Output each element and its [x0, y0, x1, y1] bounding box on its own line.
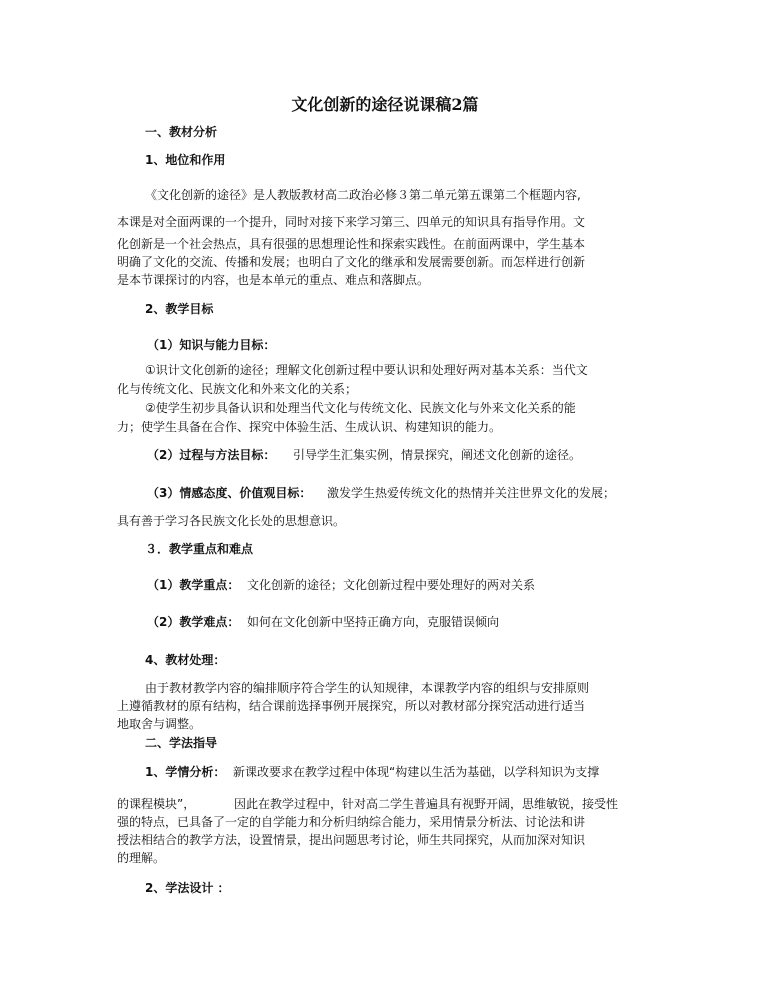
paragraph-line: 文化创新的途径；文化创新过程中要处理好的两对关系 [247, 578, 536, 592]
heading-goal-3: （3）情感态度、价值观目标： [147, 486, 312, 500]
paragraph-line: 力；使学生具备在合作、探究中体验生活、生成认识、构建知识的能力。 [117, 420, 502, 434]
paragraph-line: 明确了文化的交流、传播和发展；也明白了文化的继承和发展需要创新。而怎样进行创新 [117, 255, 586, 269]
paragraph-line: 授法相结合的教学方法，设置情景，提出问题思考讨论，师生共同探究，从而加深对知识 [117, 833, 586, 847]
paragraph-line: 本课是对全面两课的一个提升，同时对接下来学习第三、四单元的知识具有指导作用。文 [117, 215, 586, 229]
paragraph-line: 具有善于学习各民族文化长处的思想意识。 [117, 514, 346, 528]
document-title: 文化创新的途径说课稿2篇 [291, 95, 479, 114]
paragraph-line: 激发学生热爱传统文化的热情并关注世界文化的发展； [327, 486, 616, 500]
paragraph-line: 地取舍与调整。 [117, 717, 202, 731]
heading-key-point: （1）教学重点： [147, 578, 240, 592]
paragraph-line: 新课改要求在教学过程中体现“构建以生活为基础，以学科知识为支撑 [233, 765, 600, 779]
heading-2-2: 2、学法设计 ： [145, 881, 230, 895]
paragraph-line: 上遵循教材的原有结构，结合课前选择事例开展探究，所以对教材部分探究活动进行适当 [117, 699, 586, 713]
heading-2-1: 1、学情分析： [145, 765, 226, 779]
heading-goal-1: （1）知识与能力目标： [147, 338, 276, 352]
heading-difficulty: （2）教学难点： [147, 615, 240, 629]
heading-1-4: 4、教材处理： [145, 653, 226, 667]
paragraph-line: 是本节课探讨的内容，也是本单元的重点、难点和落脚点。 [117, 273, 430, 287]
heading-1-3: ３．教学重点和难点 [145, 542, 254, 556]
paragraph-line: 引导学生汇集实例，情景探究，阐述文化创新的途径。 [293, 448, 582, 462]
paragraph-line: 《文化创新的途径》是人教版教材高二政治必修３第二单元第五课第二个框题内容, [145, 188, 581, 202]
heading-goal-2: （2）过程与方法目标： [147, 448, 276, 462]
paragraph-line: 化与传统文化、民族文化和外来文化的关系； [117, 382, 358, 396]
paragraph-line: ②使学生初步具备认识和处理当代文化与传统文化、民族文化与外来文化关系的能 [145, 401, 576, 415]
paragraph-line: 的理解。 [117, 851, 166, 865]
heading-section-2: 二、学法指导 [145, 736, 218, 750]
paragraph-line: 的课程模块”， [117, 797, 196, 811]
paragraph-line: 强的特点，已具备了一定的自学能力和分析归纳综合能力，采用情景分析法、讨论法和讲 [117, 815, 586, 829]
heading-1-1: 1、地位和作用 [145, 153, 226, 167]
paragraph-line: 由于教材教学内容的编排顺序符合学生的认知规律，本课教学内容的组织与安排原则 [145, 681, 590, 695]
paragraph-line: 如何在文化创新中坚持正确方向，克服错误倾向 [247, 615, 500, 629]
heading-section-1: 一、教材分析 [145, 125, 218, 139]
paragraph-line: 化创新是一个社会热点，具有很强的思想理论性和探索实践性。在前面两课中，学生基本 [117, 237, 586, 251]
heading-1-2: 2、教学目标 [145, 302, 214, 316]
paragraph-line: ①识计文化创新的途径；理解文化创新过程中要认识和处理好两对基本关系：当代文 [145, 363, 588, 377]
paragraph-line: 因此在教学过程中，针对高二学生普遍具有视野开阔，思维敏锐，接受性 [234, 797, 619, 811]
